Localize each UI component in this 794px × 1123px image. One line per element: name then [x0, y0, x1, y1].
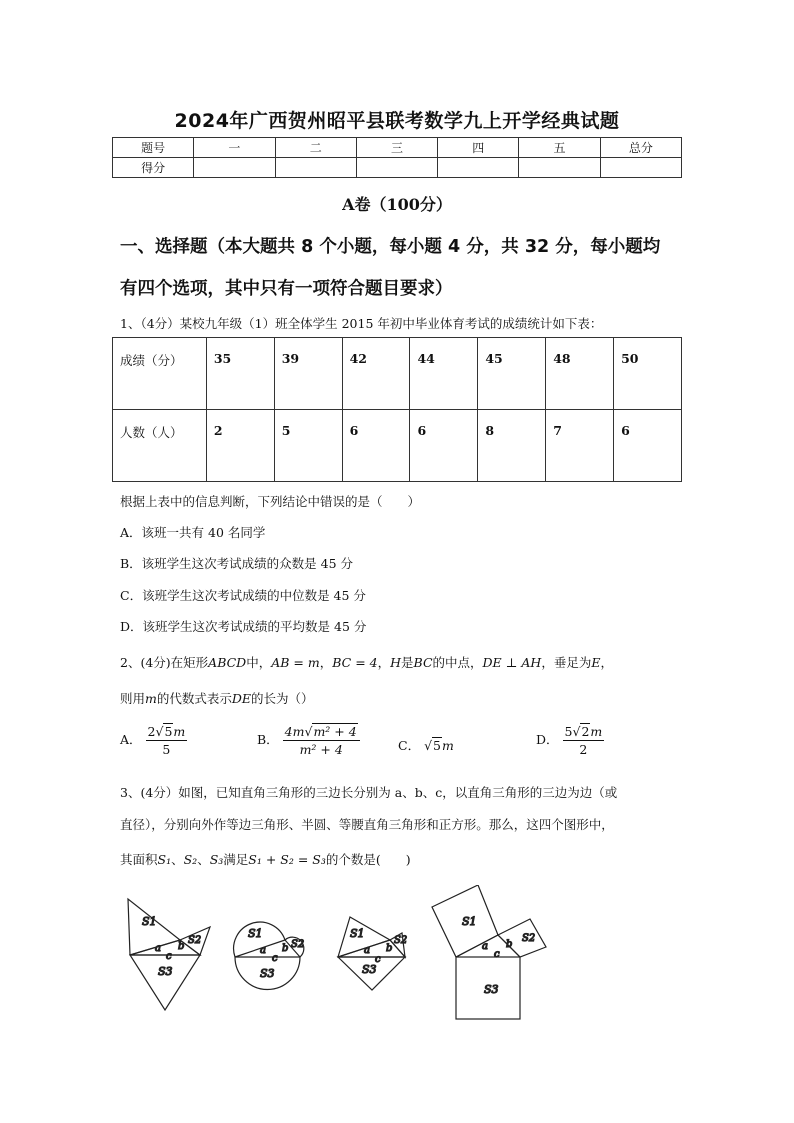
score-cell [600, 158, 681, 178]
q2-text: ， [377, 655, 391, 670]
figure-squares [432, 885, 546, 1019]
score-cell [275, 158, 356, 178]
score-value: 35 [206, 338, 274, 410]
label-b: b [178, 941, 185, 952]
q2-text: 的中点， [432, 655, 483, 670]
figure-semicircle [234, 922, 305, 989]
q2-opt-b-fraction: $\frac{\text{4m√m² + 4}}{\text{m² + 4}}$ [283, 724, 360, 757]
q1-option-c: C．该班学生这次考试成绩的中位数是 45 分 [120, 588, 366, 603]
section1-line1: 一、选择题（本大题共 8 个小题，每小题 4 分，共 32 分，每小题均 [120, 237, 661, 257]
q2-text: ， [600, 655, 613, 670]
q3-s3: S₃ [209, 852, 224, 867]
label-s1: S1 [142, 915, 157, 928]
q2-cond3: DE ⊥ AH [482, 655, 542, 670]
count-value: 6 [342, 410, 410, 482]
score-table-row [113, 158, 682, 178]
score-header-cell: 二 [275, 138, 356, 158]
score-value: 44 [410, 338, 478, 410]
section1-line2: 有四个选项，其中只有一项符合题目要求） [120, 279, 453, 299]
section1-heading [120, 226, 690, 310]
q2-opt-b-label: B． [257, 732, 279, 747]
score-cell [356, 158, 437, 178]
q3-line2: 直径），分别向外作等边三角形、半圆、等腰直角三角形和正方形。那么，这四个图形中， [120, 817, 614, 832]
denominator: 2 [579, 742, 588, 757]
q2-opt-c-label: C． [398, 738, 421, 753]
label-s3: S3 [158, 965, 173, 978]
q2-opt-a-label: A． [120, 732, 142, 747]
score-header-cell: 一 [194, 138, 275, 158]
count-value: 7 [546, 410, 614, 482]
count-value: 6 [410, 410, 478, 482]
q1-prompt: 根据上表中的信息判断，下列结论中错误的是（ ） [120, 494, 421, 509]
q3-equation: S₁ + S₂ = S₃ [248, 852, 326, 867]
label-s2: S2 [291, 939, 305, 950]
score-header-cell: 三 [356, 138, 437, 158]
score-value: 42 [342, 338, 410, 410]
label-s3: S3 [484, 983, 499, 996]
q2-option-d [536, 724, 604, 757]
q2-point-h: H [390, 655, 402, 670]
figure-equilateral [128, 899, 210, 1010]
score-value: 48 [546, 338, 614, 410]
label-a: a [364, 945, 370, 956]
denominator: 5 [162, 742, 171, 757]
radicand: 5 [433, 738, 441, 753]
score-header-cell: 总分 [600, 138, 681, 158]
q2-line2 [120, 689, 314, 707]
label-s1: S1 [462, 915, 477, 928]
radicand: 2 [581, 724, 590, 739]
score-cell [519, 158, 600, 178]
section-a-heading: A卷（100分） [342, 195, 452, 214]
table-row [113, 338, 682, 410]
label-a: a [260, 945, 266, 956]
q2-text: 中， [246, 655, 272, 670]
score-cell [438, 158, 519, 178]
score-value: 39 [274, 338, 342, 410]
label-a: a [482, 941, 488, 952]
label-b: b [386, 943, 393, 954]
radicand: 5 [164, 724, 173, 739]
score-cell [194, 158, 275, 178]
score-row-label: 得分 [113, 158, 194, 178]
q2-text: 的长为（） [251, 691, 314, 706]
score-table [112, 137, 682, 178]
label-b: b [282, 943, 289, 954]
var: m [441, 738, 454, 753]
q2-opt-d-label: D． [536, 732, 559, 747]
label-s2: S2 [188, 935, 202, 946]
q2-text: ， [319, 655, 333, 670]
label-b: b [506, 939, 513, 950]
count-value: 2 [206, 410, 274, 482]
q2-cond1: AB = m [271, 655, 320, 670]
q2-de: DE [231, 691, 252, 706]
table-row [113, 410, 682, 482]
q2-option-c: C． √5m [398, 738, 454, 753]
score-value: 45 [478, 338, 546, 410]
label-c: c [166, 951, 172, 962]
label-s2: S2 [522, 933, 536, 944]
score-table-header-row [113, 138, 682, 158]
exam-title: 2024年广西贺州昭平县联考数学九上开学经典试题 [174, 110, 620, 132]
q2-rect: ABCD [208, 655, 247, 670]
num-coef: 4m [284, 724, 305, 739]
score-header-cell: 五 [519, 138, 600, 158]
q3-s1: S₁ [157, 852, 172, 867]
num-coef: 2 [147, 724, 156, 739]
q2-opt-d-fraction: $\frac{5√2m}{2}$ [564, 724, 603, 757]
q2-point-e: E [591, 655, 601, 670]
count-value: 5 [274, 410, 342, 482]
q2-bc: BC [413, 655, 433, 670]
q2-var-m: m [145, 691, 157, 706]
count-value: 6 [614, 410, 682, 482]
q2-text: ，垂足为 [541, 655, 592, 670]
q3-line1: 3、(4分）如图，已知直角三角形的三边长分别为 a、b、c，以直角三角形的三边为边（或 [120, 785, 618, 800]
label-s2: S2 [394, 935, 408, 946]
q2-text: 的代数式表示 [156, 691, 232, 706]
label-s1: S1 [350, 927, 365, 940]
q2-text: 则用 [120, 691, 146, 706]
q3-text: 其面积 [120, 852, 158, 867]
label-c: c [272, 953, 278, 964]
q2-text: 是 [401, 655, 414, 670]
row-label-score: 成绩（分） [113, 338, 207, 410]
score-header-cell: 四 [438, 138, 519, 158]
figure-isosceles-right [338, 917, 407, 990]
label-a: a [155, 943, 161, 954]
row-label-count: 人数（人） [113, 410, 207, 482]
q1-stem: 1、（4分）某校九年级（1）班全体学生 2015 年初中毕业体育考试的成绩统计如下表： [120, 316, 603, 331]
q1-option-b: B．该班学生这次考试成绩的众数是 45 分 [120, 556, 354, 571]
q3-text: 满足 [223, 852, 249, 867]
q3-text: 、 [197, 852, 210, 867]
q3-figures [110, 885, 560, 1025]
label-c: c [494, 949, 500, 960]
num-coef: 5 [564, 724, 573, 739]
count-value: 8 [478, 410, 546, 482]
num-var: m [173, 724, 186, 739]
q2-opt-a-fraction: $\frac{2√5m}{5}$ [147, 724, 186, 757]
denominator: m² + 4 [299, 742, 343, 757]
q3-text: 的个数是( ) [325, 852, 411, 867]
q3-line3 [120, 850, 411, 868]
label-s3: S3 [362, 963, 377, 976]
label-c: c [375, 954, 381, 965]
q2-option-b [257, 724, 360, 757]
radicand: m² + 4 [313, 724, 357, 739]
num-var: m [590, 724, 603, 739]
q2-line1 [120, 653, 690, 671]
q2-cond2: BC = 4 [332, 655, 378, 670]
q3-text: 、 [171, 852, 184, 867]
q1-data-table [112, 337, 682, 482]
q2-prefix: 2、(4分)在矩形 [120, 655, 209, 670]
label-s1: S1 [248, 927, 263, 940]
score-value: 50 [614, 338, 682, 410]
q1-option-d: D．该班学生这次考试成绩的平均数是 45 分 [120, 619, 367, 634]
q1-option-a: A．该班一共有 40 名同学 [120, 525, 266, 540]
q3-s2: S₂ [183, 852, 198, 867]
label-s3: S3 [260, 967, 275, 980]
q2-option-a [120, 724, 187, 757]
score-header-cell: 题号 [113, 138, 194, 158]
